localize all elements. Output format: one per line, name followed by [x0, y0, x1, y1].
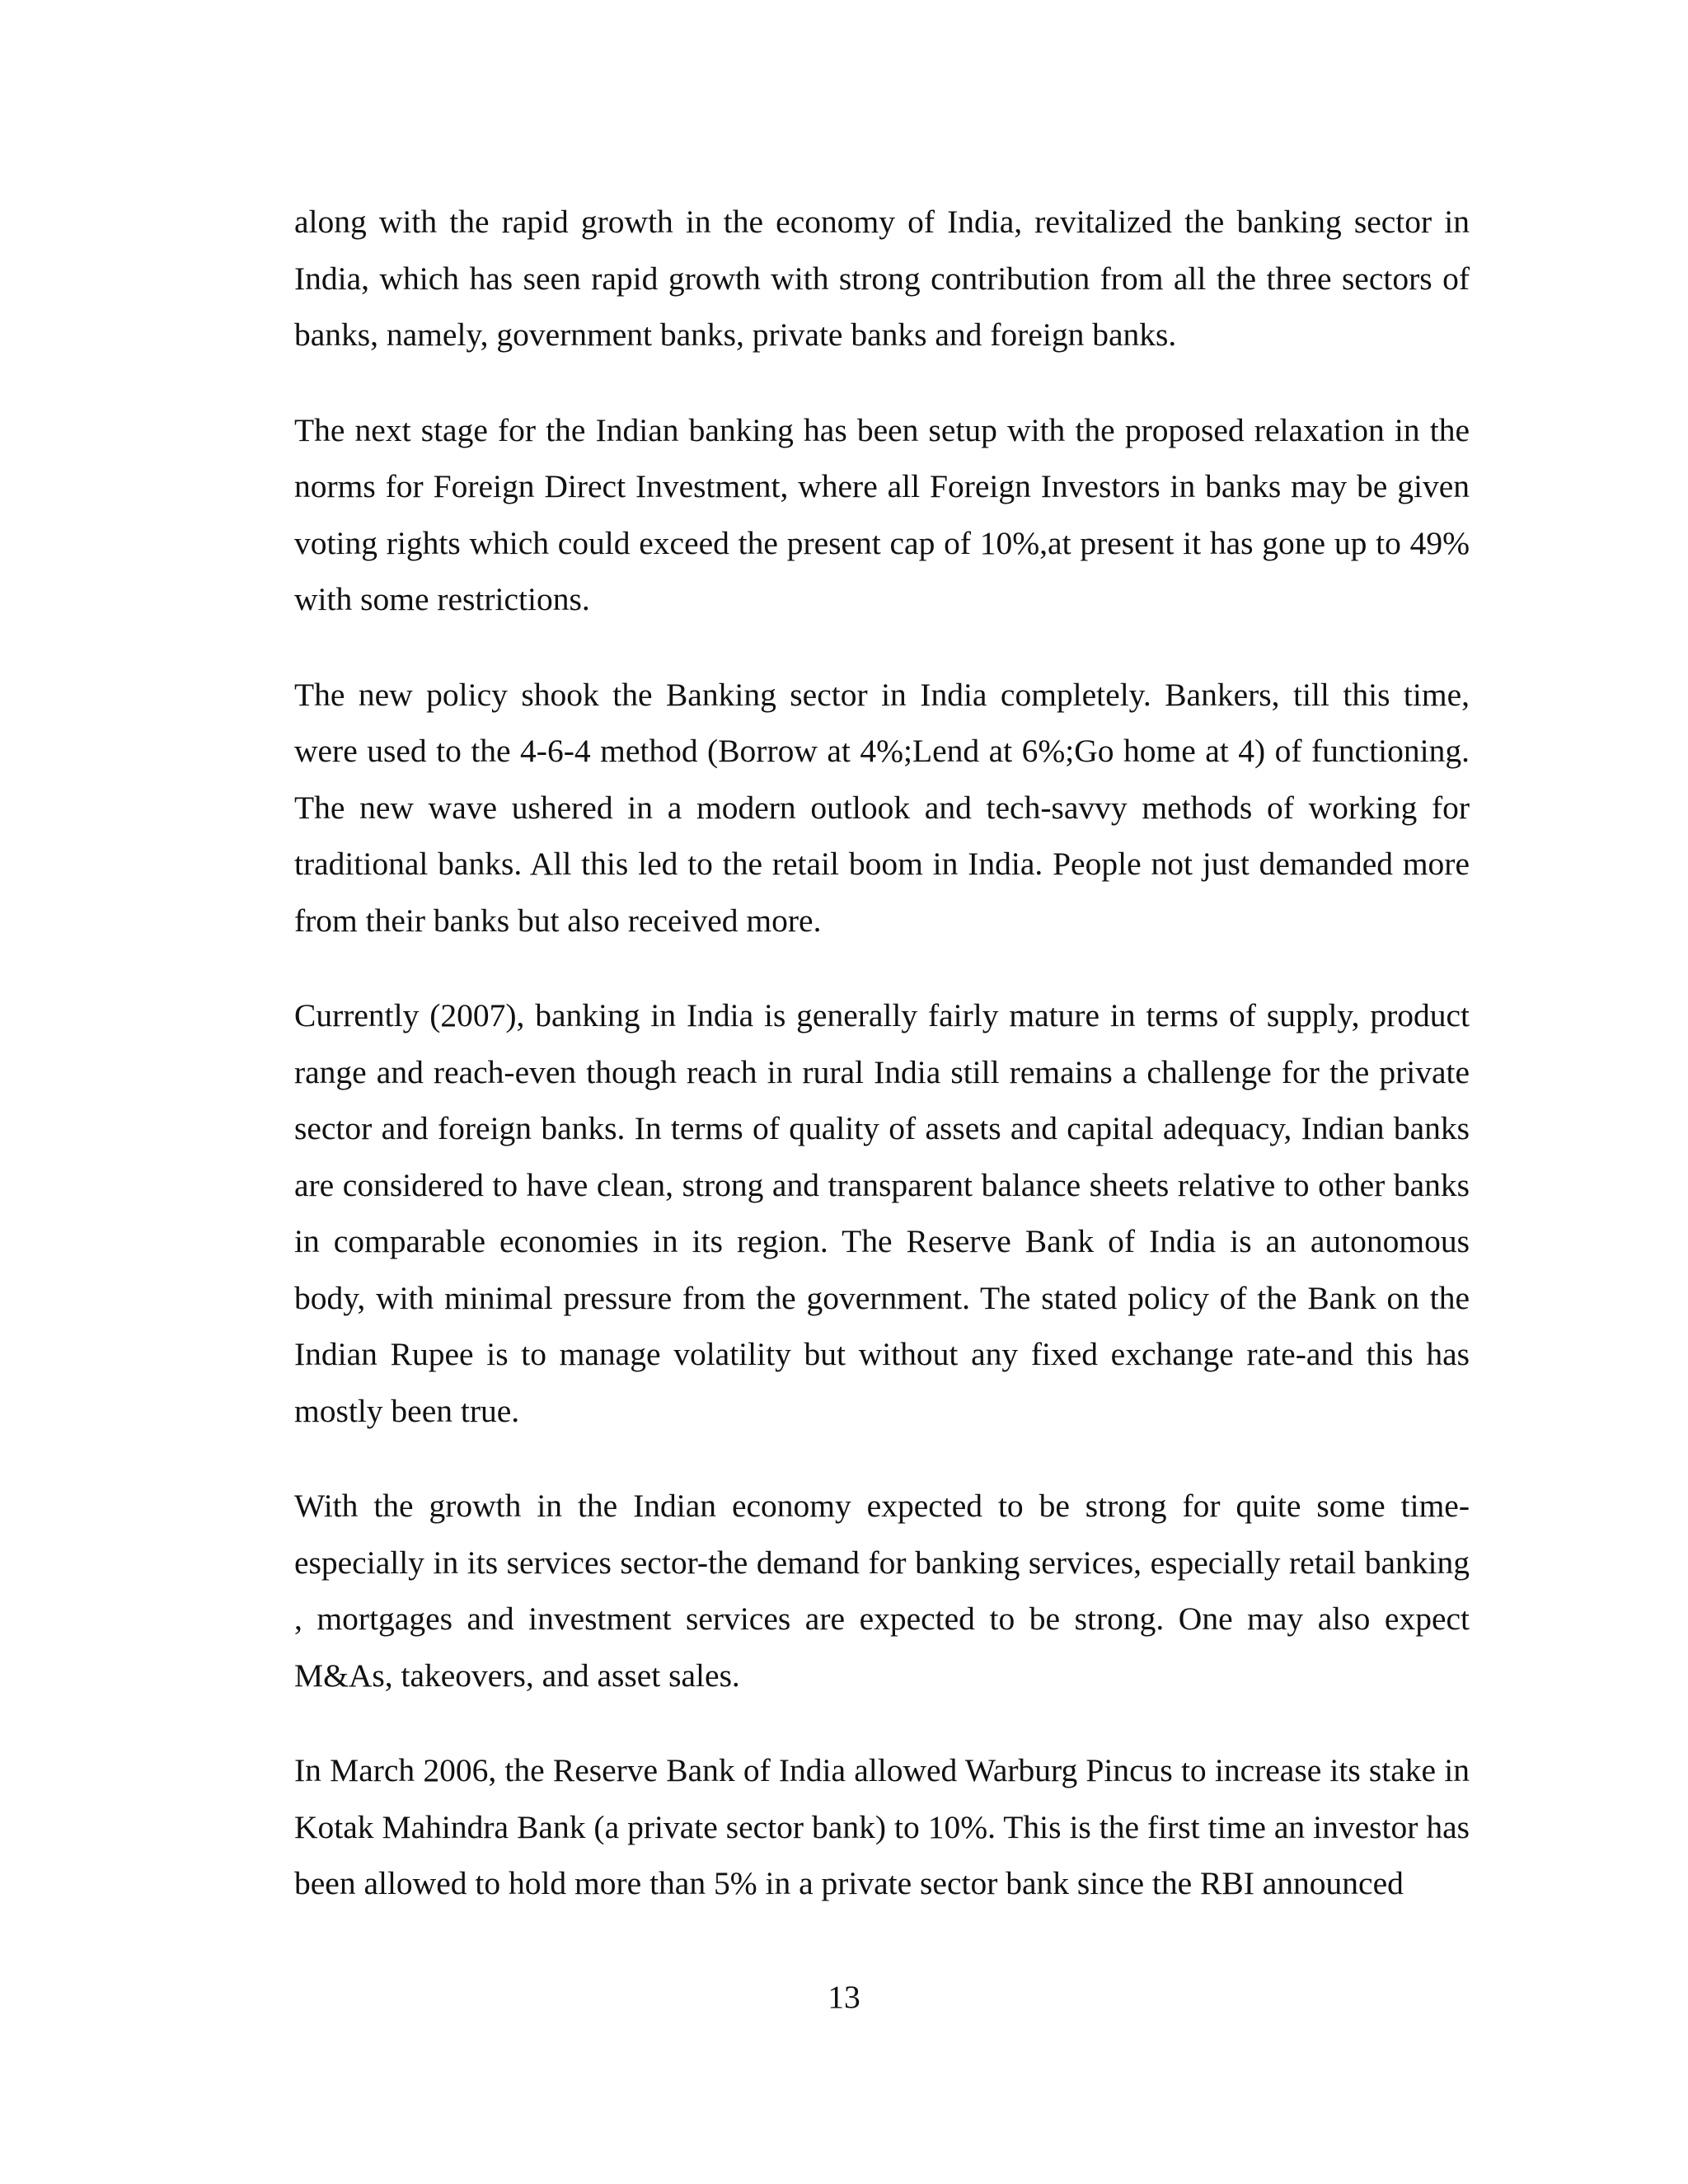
paragraph-banking-growth: along with the rapid growth in the economy of India, revitalized the banking sector in India, which has seen rapid growth with strong contribution from all the three sectors of banks, namely, government banks, private banks and foreign banks. — [294, 204, 1470, 353]
paragraph-fdi-norms: The next stage for the Indian banking has been setup with the proposed relaxation in the norms for Foreign Direct Investment, where all Foreign Investors in banks may be given voting rights which could exceed the present cap of 10%,at present it has gone up to 49% with some restrictions. — [294, 411, 1470, 617]
paragraph-warburg-pincus: In March 2006, the Reserve Bank of India allowed Warburg Pincus to increase its stake in Kotak Mahindra Bank (a private sector bank) to 10%. This is the first time an investor has been allowed to hold more than 5% in a private sector bank since the RBI announced — [294, 1752, 1470, 1901]
paragraph-new-policy: The new policy shook the Banking sector in India completely. Bankers, till this time, were used to the 4-6-4 method (Borrow at 4%;Lend at 6%;Go home at 4) of functioning. The new wave ushered in a modern outlook and tech-savvy methods of working for traditional banks. All this led to the retail boom in India. People not just demanded more from their banks but also received more. — [294, 676, 1470, 939]
paragraph-current-state: Currently (2007), banking in India is generally fairly mature in terms of supply, product range and reach-even though reach in rural India still remains a challenge for the private sector and foreign banks. In terms of quality of assets and capital adequacy, Indian banks are considered to have clean, strong and transparent balance sheets relative to other banks in comparable economies in its region. The Reserve Bank of India is an autonomous body, with minimal pressure from the government. The stated policy of the Bank on the Indian Rupee is to manage volatility but without any fixed exchange rate-and this has mostly been true. — [294, 997, 1470, 1429]
page-number: 13 — [828, 1979, 860, 2015]
paragraph-growth-outlook: With the growth in the Indian economy expected to be strong for quite some time-especially in its services sector-the demand for banking services, especially retail banking , mortgages and investment services are expected to be strong. One may also expect M&As, takeovers, and asset sales. — [294, 1488, 1470, 1694]
page-body — [294, 194, 1470, 1912]
